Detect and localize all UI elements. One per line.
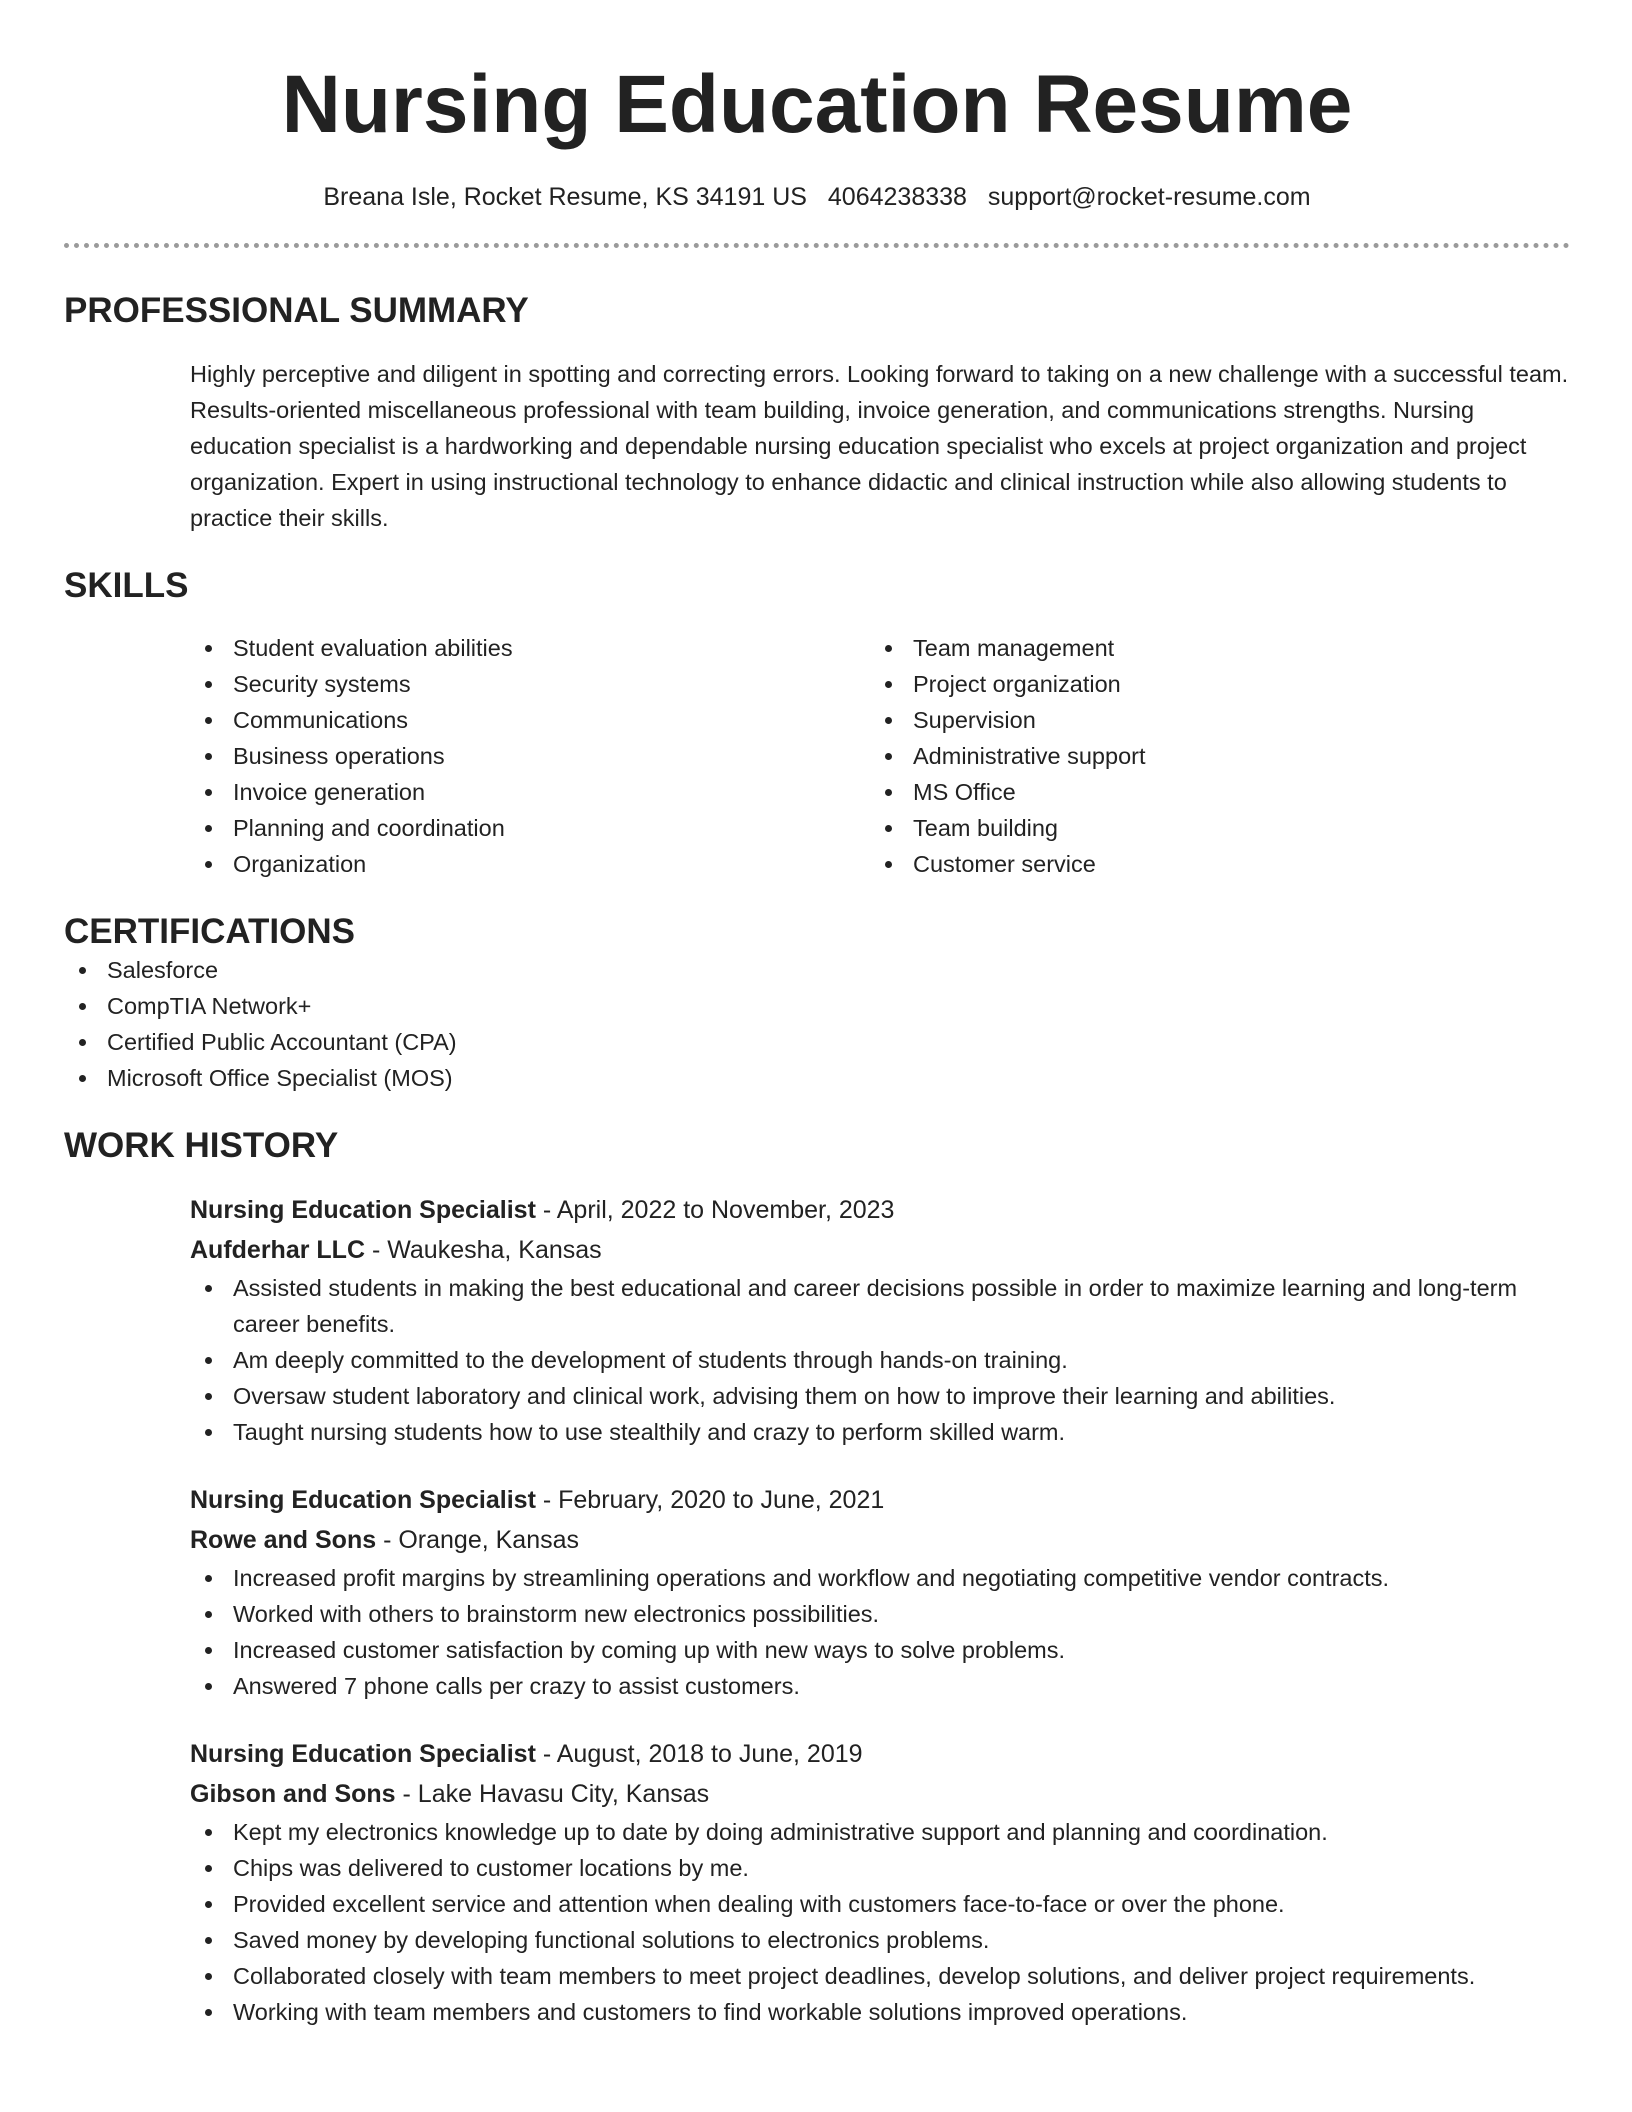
summary-heading: PROFESSIONAL SUMMARY [64,291,529,330]
skill-item: MS Office [870,774,1550,810]
job-bullet: Answered 7 phone calls per crazy to assist customers. [190,1668,1570,1704]
job-bullet: Worked with others to brainstorm new electronics possibilities. [190,1596,1570,1632]
job-bullets [190,1560,1570,1704]
skill-item: Team building [870,810,1550,846]
work-history-heading: WORK HISTORY [64,1126,339,1165]
certifications-heading: CERTIFICATIONS [64,912,356,951]
skills-list-right [870,630,1550,882]
job-title: Nursing Education Specialist [190,1196,536,1224]
job-bullet: Oversaw student laboratory and clinical work, advising them on how to improve their learning and abilities. [190,1378,1570,1414]
contact-address: Breana Isle, Rocket Resume, KS 34191 US [323,183,807,211]
contact-line [64,182,1570,212]
job-company: Rowe and Sons [190,1526,377,1554]
resume-title: Nursing Education Resume [281,59,1353,150]
job-bullet: Increased profit margins by streamlining operations and workflow and negotiating competitive vendor contracts. [190,1560,1570,1596]
job-location: - Orange, Kansas [376,1526,580,1554]
skill-item: Supervision [870,702,1550,738]
job-entry [190,1190,1570,1450]
skill-item: Organization [190,846,870,882]
certification-item: Microsoft Office Specialist (MOS) [64,1060,1570,1096]
job-bullet: Assisted students in making the best educational and career decisions possible in order to maximize learning and long-term career benefits. [190,1270,1570,1342]
job-bullet: Am deeply committed to the development of students through hands-on training. [190,1342,1570,1378]
job-dates: - April, 2022 to November, 2023 [535,1196,895,1224]
certification-item: CompTIA Network+ [64,988,1570,1024]
job-bullets [190,1814,1570,2030]
job-bullet: Chips was delivered to customer locations by me. [190,1850,1570,1886]
skill-item: Team management [870,630,1550,666]
job-bullet: Working with team members and customers to find workable solutions improved operations. [190,1994,1570,2030]
job-title-line [190,1734,1570,1774]
certification-item: Salesforce [64,952,1570,988]
job-bullet: Taught nursing students how to use stealthily and crazy to perform skilled warm. [190,1414,1570,1450]
certifications-section [64,912,1570,1096]
summary-section [64,291,1570,536]
job-title: Nursing Education Specialist [190,1486,536,1514]
certification-item: Certified Public Accountant (CPA) [64,1024,1570,1060]
skill-item: Project organization [870,666,1550,702]
job-location: - Lake Havasu City, Kansas [395,1780,710,1808]
resume-page [64,0,1570,2030]
skill-item: Student evaluation abilities [190,630,870,666]
work-history-section [64,1126,1570,2030]
job-bullet: Collaborated closely with team members to meet project deadlines, develop solutions, and deliver project requirements. [190,1958,1570,1994]
contact-email: support@rocket-resume.com [987,183,1311,211]
skill-item: Customer service [870,846,1550,882]
job-dates: - August, 2018 to June, 2019 [535,1740,863,1768]
job-company: Aufderhar LLC [190,1236,365,1264]
job-title-line [190,1190,1570,1230]
job-company-line [190,1230,1570,1270]
job-bullet: Saved money by developing functional solutions to electronics problems. [190,1922,1570,1958]
contact-phone: 4064238338 [827,183,967,211]
job-bullet: Kept my electronics knowledge up to date by doing administrative support and planning and coordination. [190,1814,1570,1850]
header-divider [64,243,1570,248]
skill-item: Administrative support [870,738,1550,774]
skills-columns [190,630,1570,882]
job-company: Gibson and Sons [190,1780,396,1808]
skills-section [64,566,1570,882]
job-company-line [190,1520,1570,1560]
skill-item: Security systems [190,666,870,702]
job-location: - Waukesha, Kansas [365,1236,602,1264]
job-company-line [190,1774,1570,1814]
job-title: Nursing Education Specialist [190,1740,536,1768]
job-entry [190,1480,1570,1704]
job-bullet: Increased customer satisfaction by coming up with new ways to solve problems. [190,1632,1570,1668]
skill-item: Invoice generation [190,774,870,810]
skill-item: Business operations [190,738,870,774]
certifications-list [64,952,1570,1096]
job-dates: - February, 2020 to June, 2021 [535,1486,885,1514]
job-bullets [190,1270,1570,1450]
skill-item: Communications [190,702,870,738]
job-entry [190,1734,1570,2030]
job-bullet: Provided excellent service and attention when dealing with customers face-to-face or over the phone. [190,1886,1570,1922]
job-title-line [190,1480,1570,1520]
skills-heading: SKILLS [64,566,189,605]
summary-text: Highly perceptive and diligent in spotting and correcting errors. Looking forward to taking on a new challenge with a successful team. Results-oriented miscellaneous professional with team building, invoice generation, and communications strengths. Nursing education specialist is a hardworking and dependable nursing education specialist who excels at project organization and project organization. Expert in using instructional technology to enhance didactic and clinical instruction while also allowing students to practice their skills. [190,361,1569,531]
skills-list-left [190,630,870,882]
skill-item: Planning and coordination [190,810,870,846]
